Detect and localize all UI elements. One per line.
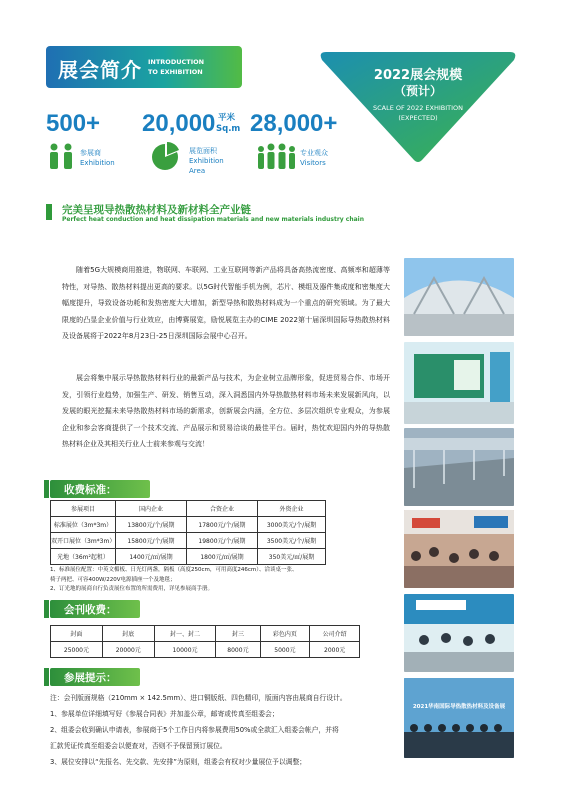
- fees-heading: 收费标准：: [64, 484, 117, 496]
- fees-cell: 3000美元/个/展期: [258, 517, 326, 533]
- stat-area-label: 展览面积: [189, 147, 217, 155]
- group-photo-scene: [404, 678, 514, 758]
- ads-cell: 20000元: [102, 642, 154, 658]
- ads-cell: 10000元: [154, 642, 216, 658]
- fees-heading-mark: [44, 480, 49, 498]
- ads-header-cell: 公司介绍: [310, 626, 360, 642]
- fees-cell: 13800元/个/展期: [116, 517, 187, 533]
- tips-heading: 参展提示：: [64, 672, 117, 684]
- group-photo: [404, 678, 514, 758]
- fees-note-2: 椅子两把、可容400W/220V电源插座一个及地毯；: [50, 576, 176, 583]
- ads-header-cell: 封面: [51, 626, 103, 642]
- fees-header-row: [51, 501, 326, 517]
- stat-exhibitors-label: 参展商: [80, 149, 101, 157]
- fees-header-cell: 合资企业: [187, 501, 258, 517]
- stat-area-value: 20,000: [142, 110, 216, 137]
- tips-list: [50, 690, 402, 770]
- fees-header-cell: 参展项目: [51, 501, 116, 517]
- ads-cell: 8000元: [216, 642, 260, 658]
- ads-table: [50, 625, 360, 658]
- scale-subtitle: （预计）: [393, 84, 442, 98]
- table-row: [51, 642, 360, 658]
- tips-line: 注：会刊版面规格（210mm × 142.5mm）、进口铜版纸、四色精印，版面内容由展商自行设计。: [50, 694, 347, 702]
- stat-visitors-label: 专业观众: [300, 149, 328, 157]
- fees-cell: 3500美元/个/展期: [258, 533, 326, 549]
- fees-cell: 双开口展位（3m*3m）: [51, 533, 116, 549]
- crowd-icon: [255, 142, 297, 170]
- scale-title: 2022展会规模: [373, 68, 463, 83]
- ads-heading: 会刊收费：: [64, 604, 117, 616]
- group-photo-banner: 2021华南国际导热散热材料及设备展: [412, 704, 506, 710]
- stat-exhibitors-value: 500+: [46, 110, 101, 137]
- ads-header-cell: 封一、封二: [154, 626, 216, 642]
- fees-header-cell: 国内企业: [116, 501, 187, 517]
- stat-visitors-value: 28,000+: [250, 110, 338, 137]
- intro-paragraph-1: 随着5G大规模商用推进，物联网、车联网、工业互联网等新产品将具备高热流密度、高频率和超薄等特性，对导热、散热材料提出更高的要求。以5G时代智能手机为例，芯片、模组及器件集成度和密集度大幅度提升，导致设备功耗和发热密度大大增加，新型导热和散热材料成为一个重点的研究领域。为了最大限度的凸显企业价值与行业效应，由博赛展览，励悦展览主办的CIME 2022第十届深圳国际导热散热材料及设备展将于2022年8月23日-25日深圳国际会展中心召开。: [62, 266, 390, 340]
- exhibition-crowd-photo: [404, 510, 514, 588]
- fees-notes: [50, 566, 390, 595]
- ads-header-cell: 封底: [102, 626, 154, 642]
- section-marker: [46, 204, 52, 220]
- fees-note-1: 1、标准展位配置：中英文楣板、日光灯两盏，隔板（高度250cm，可用高度246cm）、洽谈桌一张、: [50, 567, 298, 573]
- tips-line: 汇款凭证传真至组委会以便查对，否则不予保留预订展位。: [50, 742, 227, 750]
- ads-cell: 2000元: [310, 642, 360, 658]
- fees-note-3: 2、订光地的展商自行负责展位布置的所需费用，详见参展商手册。: [50, 586, 214, 592]
- fees-header-cell: 外资企业: [258, 501, 326, 517]
- scale-en-1: SCALE OF 2022 EXHIBITION: [372, 104, 464, 112]
- fees-cell: 1400元/㎡/展期: [116, 549, 187, 565]
- fees-cell: 17800元/个/展期: [187, 517, 258, 533]
- fees-cell: 1800元/㎡/展期: [187, 549, 258, 565]
- stat-visitors-label-en: Visitors: [300, 159, 326, 167]
- section-title-en: Perfect heat conduction and heat dissipation materials and new materials industry chain: [62, 216, 365, 223]
- booth-visitors-photo: [404, 594, 514, 672]
- ads-cell: 25000元: [51, 642, 103, 658]
- table-row: [51, 549, 326, 565]
- intro-paragraph-2: 展会将集中展示导热散热材料行业的最新产品与技术，为企业树立品牌形象，促进贸易合作、市场开发，引领行业趋势，加强生产、研发、销售互动，深入洞悉国内外导热散热材料市场未来发展新风向，以发展的眼光挖掘未来导热散热材料市场的新需求，创新展会内涵，全方位、多层次组织专业观众，为参展企业和参会客商提供了一个技术交流、产品展示和贸易洽谈的最佳平台。届时，热忱欢迎国内外的导热散热材料企业及其相关行业人士前来参观与交流！: [62, 374, 390, 448]
- page-title: 展会简介: [58, 58, 142, 82]
- fees-cell: 19800元/个/展期: [187, 533, 258, 549]
- ads-cell: 5000元: [260, 642, 310, 658]
- stat-area-label-en: Exhibition: [189, 157, 224, 165]
- booth-display-photo: [404, 342, 514, 424]
- ads-header-row: [51, 626, 360, 642]
- tips-line: 3、展位安排以“先报名、先交款、先安排”为原则，组委会有权对少量展位予以调整；: [50, 758, 307, 766]
- venue-hall-photo: [404, 428, 514, 506]
- scale-en-2: (EXPECTED): [398, 114, 438, 122]
- pie-icon: [150, 142, 180, 172]
- fees-cell: 15800元/个/展期: [116, 533, 187, 549]
- ads-heading-mark: [44, 600, 49, 618]
- venue-exterior-photo: [404, 258, 514, 336]
- fees-table: [50, 500, 326, 565]
- ads-header-cell: 封三: [216, 626, 260, 642]
- stat-area-label-en2: Area: [189, 167, 206, 175]
- fees-cell: 标准展位（3m*3m）: [51, 517, 116, 533]
- page-title-en: INTRODUCTION TO EXHIBITION: [148, 58, 205, 76]
- ads-header-cell: 彩色内页: [260, 626, 310, 642]
- stat-area-unit-en: Sq.m: [216, 124, 241, 134]
- section-title: 完美呈现导热散热材料及新材料全产业链: [62, 204, 251, 216]
- tips-line: 2、组委会收到确认申请表，参展商于5个工作日内将参展费用50%或全款汇入组委会帐户，并将: [50, 726, 339, 734]
- table-row: [51, 517, 326, 533]
- tips-line: 1、参展单位详细填写好《参展合同表》并加盖公章，邮寄或传真至组委会；: [50, 710, 279, 718]
- table-row: [51, 533, 326, 549]
- stat-exhibitors-label-en: Exhibition: [80, 159, 115, 167]
- fees-cell: 350美元/㎡/展期: [258, 549, 326, 565]
- tips-heading-mark: [44, 668, 49, 686]
- people-icon: [46, 142, 78, 170]
- stat-area-unit-cn: 平米: [218, 113, 236, 123]
- fees-cell: 光地（36m²起租）: [51, 549, 116, 565]
